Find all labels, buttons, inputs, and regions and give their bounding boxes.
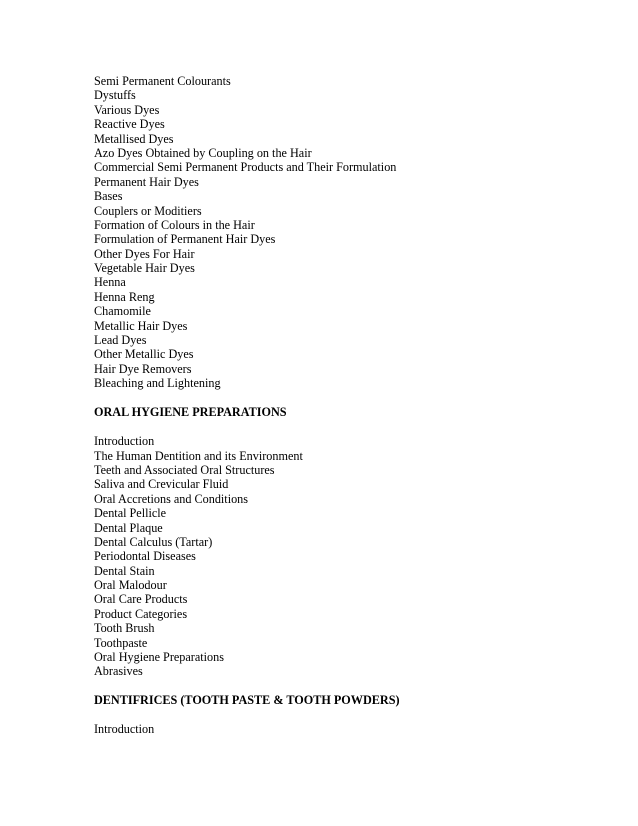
list-item: Toothpaste	[94, 635, 148, 650]
list-item: Dental Calculus (Tartar)	[94, 534, 213, 549]
list-item: Saliva and Crevicular Fluid	[94, 477, 229, 492]
list-item: Dental Plaque	[94, 520, 163, 535]
list-item: Introduction	[94, 434, 155, 449]
list-item: Other Metallic Dyes	[94, 347, 194, 362]
list-item: Oral Hygiene Preparations	[94, 650, 224, 665]
list-item: Vegetable Hair Dyes	[94, 261, 195, 276]
list-item: Oral Malodour	[94, 578, 167, 593]
list-item: Abrasives	[94, 664, 143, 679]
list-item: Hair Dye Removers	[94, 361, 192, 376]
list-item: Various Dyes	[94, 102, 160, 117]
list-item: Semi Permanent Colourants	[94, 74, 231, 88]
list-item: Reactive Dyes	[94, 117, 165, 132]
list-item: Oral Accretions and Conditions	[94, 491, 249, 506]
list-item: Product Categories	[94, 606, 188, 621]
list-item: Periodontal Diseases	[94, 549, 196, 564]
list-item: Metallised Dyes	[94, 131, 174, 146]
section-dentifrices-list	[94, 722, 614, 736]
list-item: Commercial Semi Permanent Products and Their Formulation	[94, 160, 397, 175]
list-item: Couplers or Moditiers	[94, 203, 202, 218]
list-item: Chamomile	[94, 304, 151, 319]
section-heading-oral-hygiene: ORAL HYGIENE PREPARATIONS	[94, 405, 287, 420]
document-page	[94, 74, 614, 737]
list-item: The Human Dentition and its Environment	[94, 448, 303, 463]
section-oral-hygiene-list	[94, 434, 614, 679]
list-item: Azo Dyes Obtained by Coupling on the Hair	[94, 145, 312, 160]
list-item: Dental Stain	[94, 563, 155, 578]
list-item: Henna	[94, 275, 126, 290]
list-item: Permanent Hair Dyes	[94, 174, 199, 189]
list-item: Dystuffs	[94, 88, 136, 103]
section-heading-dentifrices: DENTIFRICES (TOOTH PASTE & TOOTH POWDERS)	[94, 693, 400, 708]
list-item: Formulation of Permanent Hair Dyes	[94, 232, 276, 247]
section-hair-dyes-list	[94, 74, 614, 391]
list-item: Oral Care Products	[94, 592, 188, 607]
list-item: Metallic Hair Dyes	[94, 318, 188, 333]
list-item: Introduction	[94, 722, 155, 737]
list-item: Lead Dyes	[94, 333, 147, 348]
list-item: Bleaching and Lightening	[94, 376, 221, 391]
list-item: Teeth and Associated Oral Structures	[94, 462, 275, 477]
list-item: Henna Reng	[94, 289, 155, 304]
list-item: Tooth Brush	[94, 621, 155, 636]
list-item: Dental Pellicle	[94, 506, 167, 521]
list-item: Formation of Colours in the Hair	[94, 217, 255, 232]
list-item: Other Dyes For Hair	[94, 246, 195, 261]
list-item: Bases	[94, 189, 123, 204]
